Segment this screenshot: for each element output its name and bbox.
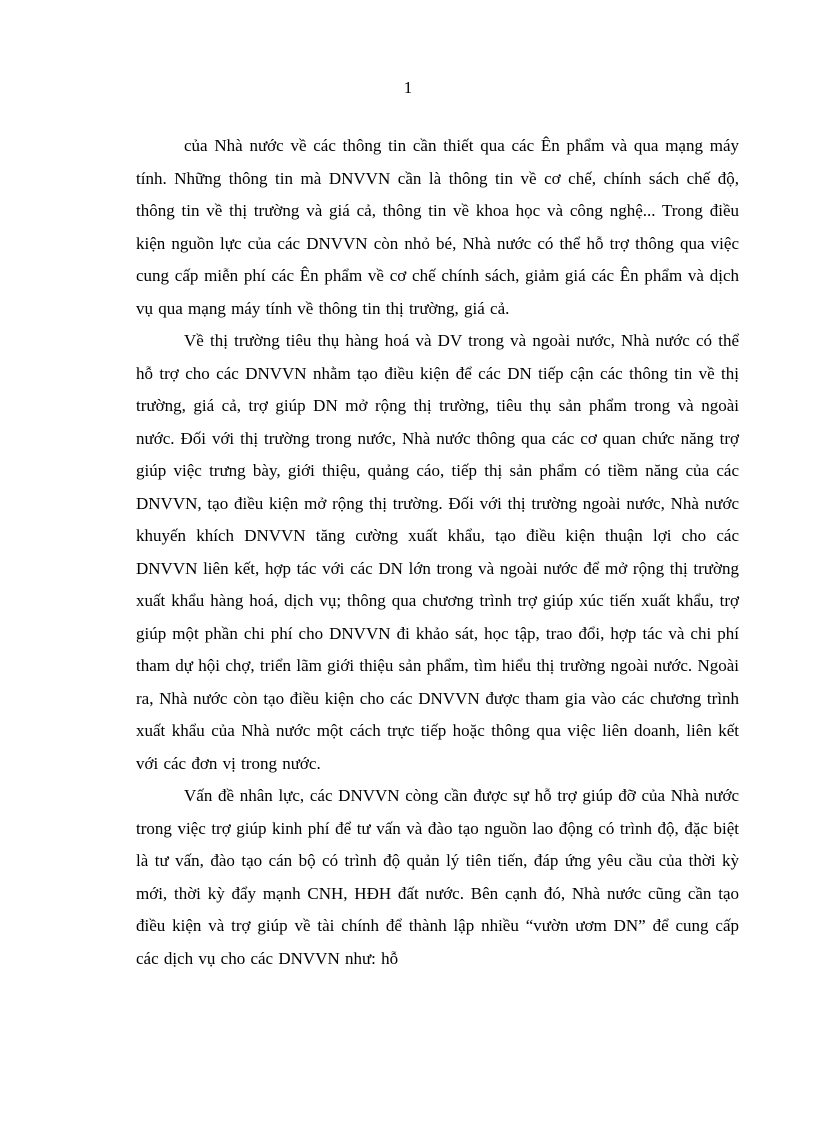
document-body [136,130,739,975]
paragraph-human-resources: Vấn đề nhân lực, các DNVVN còng cần được sự hỗ trợ giúp đỡ của Nhà nước trong việc trợ giúp kinh phí để tư vấn và đào tạo nguồn lao động có trình độ, đặc biệt là tư vấn, đào tạo cán bộ có trình độ quản lý tiên tiến, đáp ứng yêu cầu của thời kỳ mới, thời kỳ đẩy mạnh CNH, HĐH đất nước. Bên cạnh đó, Nhà nước cũng cần tạo điều kiện và trợ giúp về tài chính để thành lập nhiều “vườn ươm DN” để cung cấp các dịch vụ cho các DNVVN như: hỗ [136,786,739,968]
paragraph-market-support: Về thị trường tiêu thụ hàng hoá và DV trong và ngoài nước, Nhà nước có thể hỗ trợ cho các DNVVN nhằm tạo điều kiện để các DN tiếp cận các thông tin về thị trường, giá cả, trợ giúp DN mở rộng thị trường, tiêu thụ sản phẩm trong và ngoài nước. Đối với thị trường trong nước, Nhà nước thông qua các cơ quan chức năng trợ giúp việc trưng bày, giới thiệu, quảng cáo, tiếp thị sản phẩm có tiềm năng của các DNVVN, tạo điều kiện mở rộng thị trường. Đối với thị trường ngoài nước, Nhà nước khuyến khích DNVVN tăng cường xuất khẩu, tạo điều kiện thuận lợi cho các DNVVN liên kết, hợp tác với các DN lớn trong và ngoài nước để mở rộng thị trường xuất khẩu hàng hoá, dịch vụ; thông qua chương trình trợ giúp xúc tiến xuất khẩu, trợ giúp một phần chi phí cho DNVVN đi khảo sát, học tập, trao đổi, hợp tác và chi phí tham dự hội chợ, triển lãm giới thiệu sản phẩm, tìm hiểu thị trường ngoài nước. Ngoài ra, Nhà nước còn tạo điều kiện cho các DNVVN được tham gia vào các chương trình xuất khẩu của Nhà nước một cách trực tiếp hoặc thông qua việc liên doanh, liên kết với các đơn vị trong nước. [136,331,739,773]
page-number: 1 [403,78,413,97]
paragraph-information-support: của Nhà nước về các thông tin cần thiết qua các Ên phẩm và qua mạng máy tính. Những thông tin mà DNVVN cần là thông tin về cơ chế, chính sách chế độ, thông tin về thị trường và giá cả, thông tin về khoa học và công nghệ... Trong điều kiện nguồn lực của các DNVVN còn nhỏ bé, Nhà nước có thể hỗ trợ thông qua việc cung cấp miễn phí các Ên phẩm về cơ chế chính sách, giảm giá các Ên phẩm và dịch vụ qua mạng máy tính về thông tin thị trường, giá cả. [136,136,739,318]
